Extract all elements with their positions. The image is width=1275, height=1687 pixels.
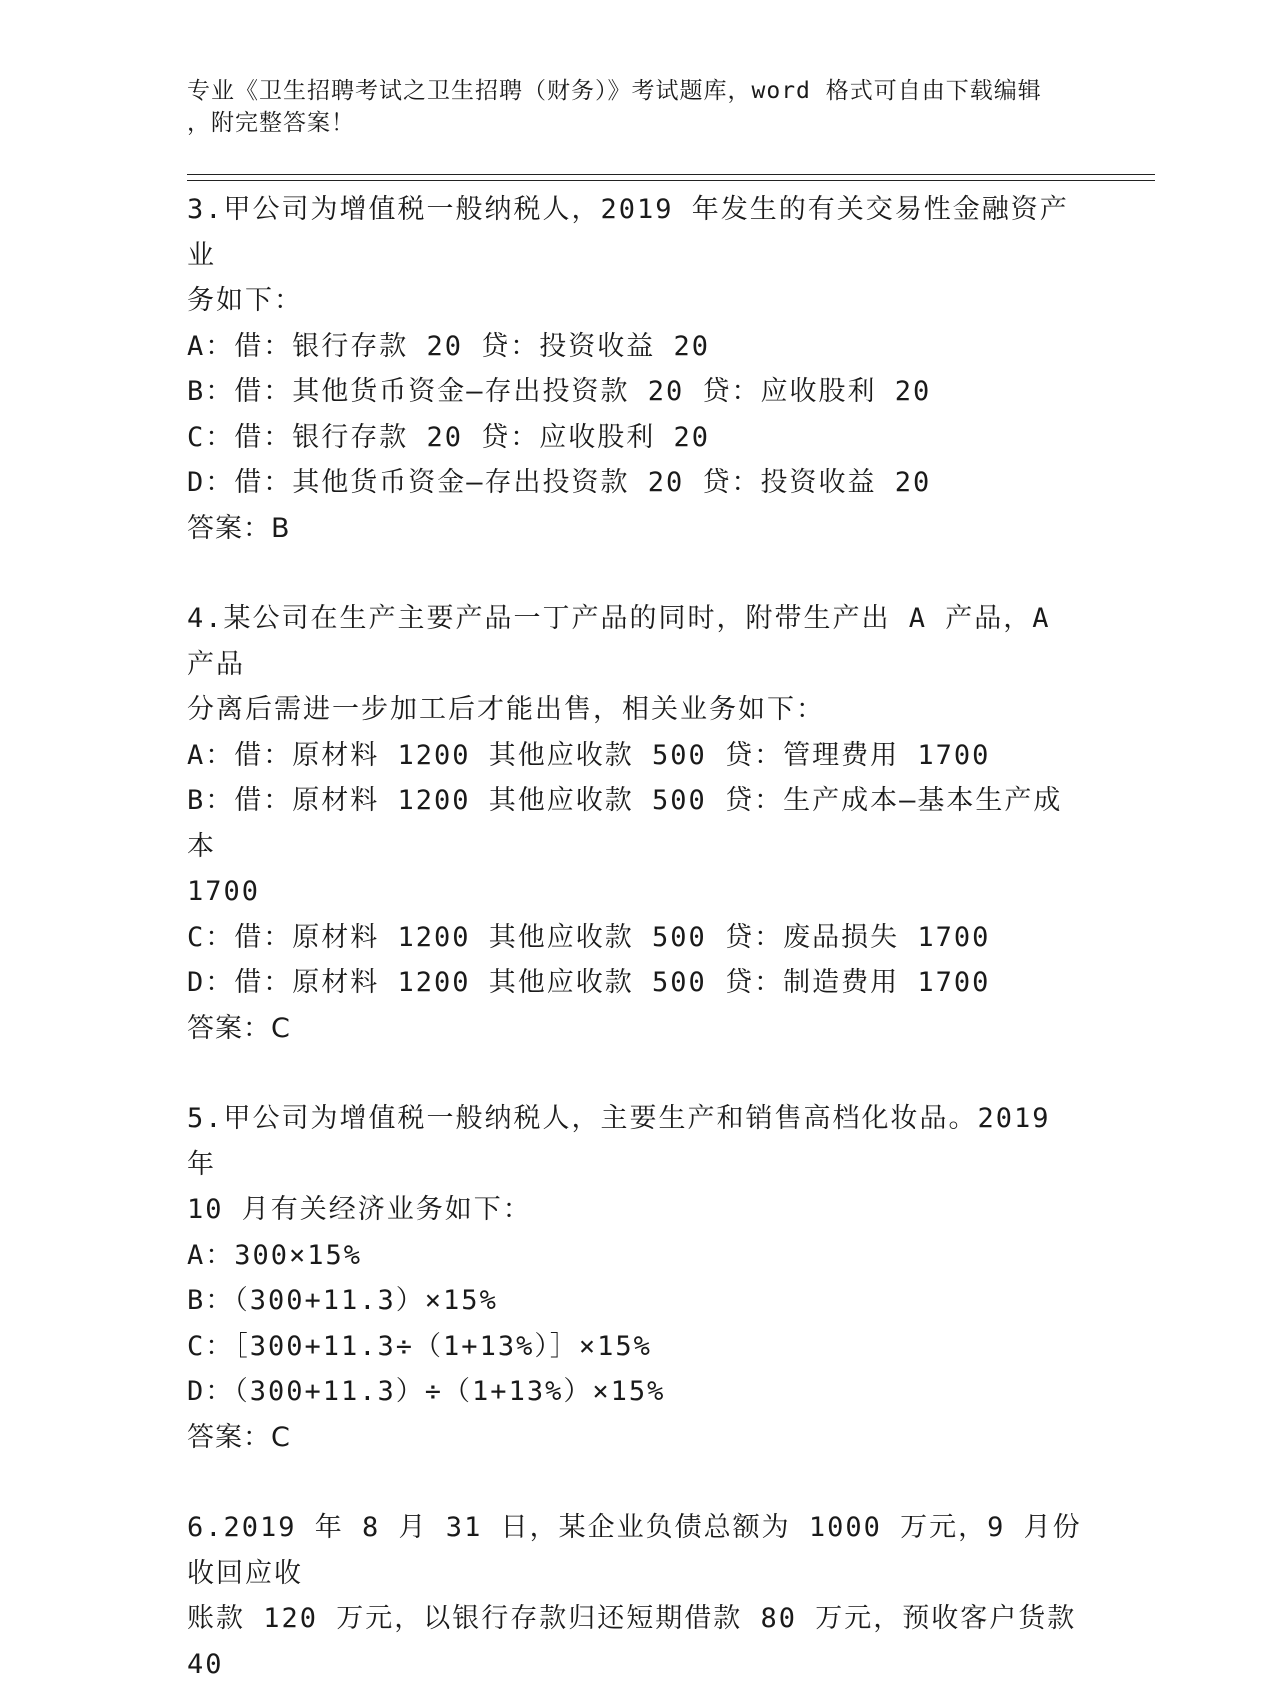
option-a: A：300×15% [187, 1239, 363, 1271]
option-b-cont: 1700 [187, 876, 261, 907]
option-c: C：［300+11.3÷（1+13%）］×15% [187, 1330, 652, 1362]
option-d: D：（300+11.3）÷（1+13%）×15% [187, 1376, 666, 1407]
answer: 答案：C [187, 1012, 291, 1044]
question-3 [187, 187, 1087, 551]
answer: 答案：C [187, 1421, 291, 1453]
option-c: C：借：银行存款 20 贷：应收股利 20 [187, 421, 711, 453]
question-stem-cont: 10 月有关经济业务如下： [187, 1194, 532, 1225]
spacer [187, 551, 1087, 596]
question-6 [187, 1505, 1087, 1687]
question-stem-cont: 账款 120 万元，以银行存款归还短期借款 80 万元，预收客户货款 40 [187, 1603, 1077, 1680]
question-stem: 6.2019 年 8 月 31 日，某企业负债总额为 1000 万元，9 月份收回应收 [187, 1512, 1082, 1589]
spacer [187, 1460, 1087, 1505]
header-divider-top [187, 174, 1155, 175]
document-header [187, 75, 1067, 139]
question-stem: 4.某公司在生产主要产品一丁产品的同时，附带生产出 A 产品，A 产品 [187, 603, 1051, 680]
question-4 [187, 596, 1087, 1051]
option-b: B：（300+11.3）×15% [187, 1285, 498, 1316]
option-d: D：借：其他货币资金—存出投资款 20 贷：投资收益 20 [187, 467, 932, 498]
header-divider-bottom [187, 180, 1155, 181]
question-stem-cont: 务如下： [187, 285, 303, 316]
option-a: A：借：原材料 1200 其他应收款 500 贷：管理费用 1700 [187, 739, 991, 771]
option-b: B：借：原材料 1200 其他应收款 500 贷：生产成本—基本生产成本 [187, 785, 1063, 862]
spacer [187, 1051, 1087, 1096]
option-c: C：借：原材料 1200 其他应收款 500 贷：废品损失 1700 [187, 921, 991, 953]
question-5 [187, 1096, 1087, 1460]
header-line-1: 专业《卫生招聘考试之卫生招聘（财务）》考试题库，word 格式可自由下载编辑 [187, 78, 1042, 104]
option-a: A：借：银行存款 20 贷：投资收益 20 [187, 330, 711, 362]
answer: 答案：B [187, 512, 291, 544]
question-stem: 5.甲公司为增值税一般纳税人，主要生产和销售高档化妆品。2019 年 [187, 1103, 1051, 1180]
question-stem-cont: 分离后需进一步加工后才能出售，相关业务如下： [187, 694, 825, 725]
question-stem: 3.甲公司为增值税一般纳税人，2019 年发生的有关交易性金融资产业 [187, 194, 1069, 271]
option-b: B：借：其他货币资金—存出投资款 20 贷：应收股利 20 [187, 376, 932, 407]
header-line-2: ，附完整答案！ [187, 110, 355, 136]
question-list [187, 187, 1087, 1687]
option-d: D：借：原材料 1200 其他应收款 500 贷：制造费用 1700 [187, 967, 991, 998]
